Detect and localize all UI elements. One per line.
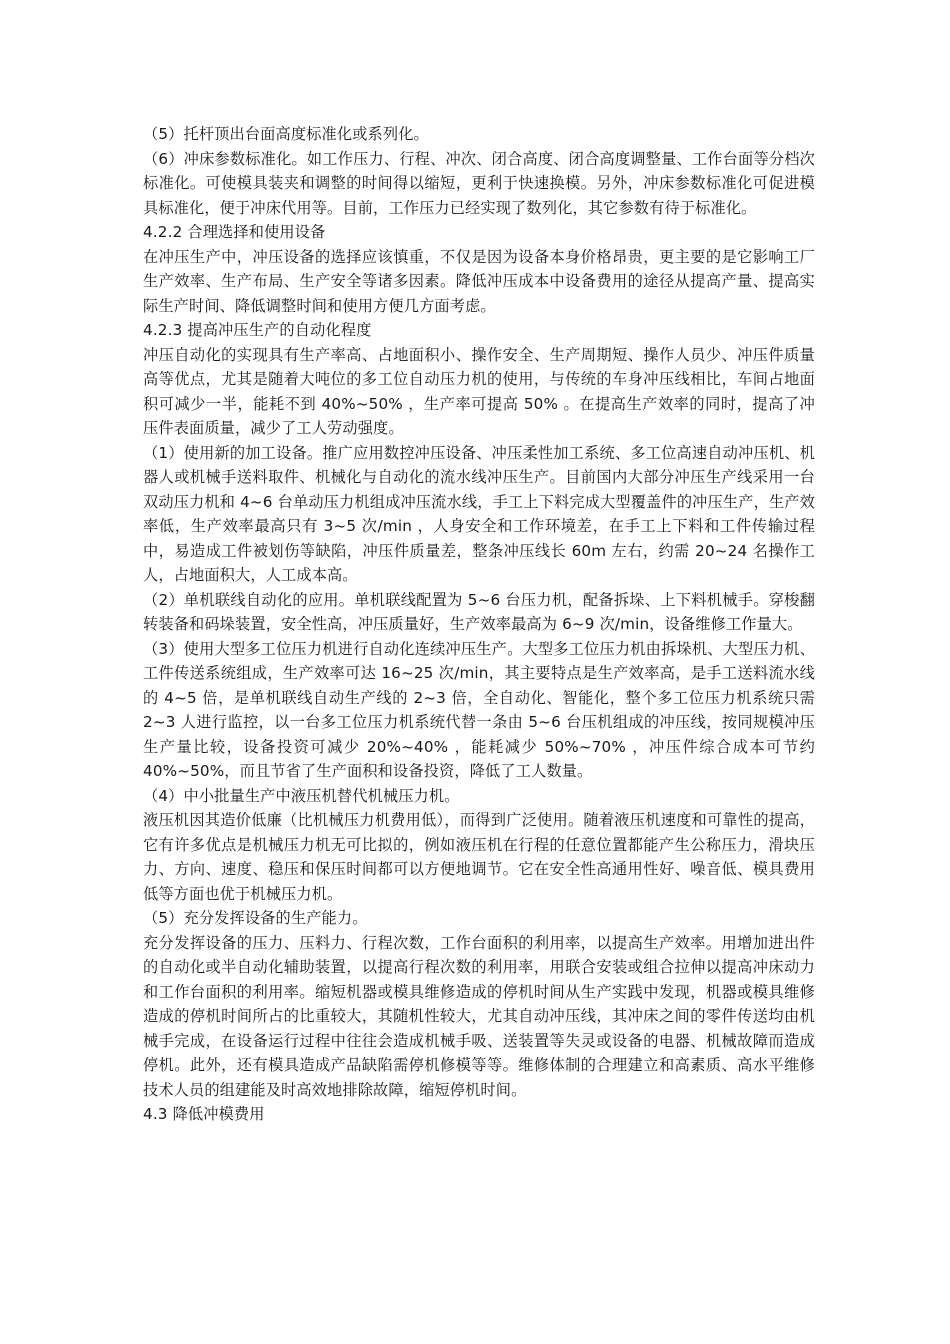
paragraph-item-5-capacity: （5）充分发挥设备的生产能力。 (143, 909, 368, 927)
section-heading-4-2-3: 4.2.3 提高冲压生产的自动化程度 (143, 321, 372, 339)
paragraph-item-6-press-params: （6）冲床参数标准化。如工作压力、行程、冲次、闭合高度、闭合高度调整量、工作台面等分档次标准化。可使模具装夹和调整的时间得以缩短，更利于快速换模。另外，冲床参数标准化可促进模具标准化，便于冲床代用等。目前，工作压力已经实现了数列化，其它参数有待于标准化。 (143, 149, 815, 217)
paragraph-item-2-linked-automation: （2）单机联线自动化的应用。单机联线配置为 5~6 台压力机，配备拆垛、上下料机械手。穿梭翻转装备和码垛装置，安全性高，冲压质量好，生产效率最高为 6~9 次/min，设备维修工作量大。 (143, 590, 815, 633)
paragraph-item-5-ejector: （5）托杆顶出台面高度标准化或系列化。 (143, 125, 429, 143)
paragraph-hydraulic-details: 液压机因其造价低廉（比机械压力机费用低），而得到广泛使用。随着液压机速度和可靠性的提高，它有许多优点是机械压力机无可比拟的，例如液压机在行程的任意位置都能产生公称压力，滑块压力、方向、速度、稳压和保压时间都可以方便地调节。它在安全性高通用性好、噪音低、模具费用低等方面也优于机械压力机。 (143, 811, 815, 903)
section-heading-4-2-2: 4.2.2 合理选择和使用设备 (143, 223, 326, 241)
document-page (143, 122, 815, 1127)
section-heading-4-3: 4.3 降低冲模费用 (143, 1105, 265, 1123)
paragraph-item-3-multistation: （3）使用大型多工位压力机进行自动化连续冲压生产。大型多工位压力机由拆垛机、大型压力机、工件传送系统组成，生产效率可达 16~25 次/min，其主要特点是生产效率高，是手工送料流水线的 4~5 倍，是单机联线自动生产线的 2~3 倍，全自动化、智能化，整个多工位压力机系统只需 2~3 人进行监控，以一台多工位压力机系统代替一条由 5~6 台压机组成的冲压线，按同规模冲压生产量比较，设备投资可减少 20%~40% ，能耗减少 50%~70% ，冲压件综合成本可节约 40%~50%，而且节省了生产面积和设备投资，降低了工人数量。 (143, 639, 815, 780)
paragraph-item-1-new-equipment: （1）使用新的加工设备。推广应用数控冲压设备、冲压柔性加工系统、多工位高速自动冲压机、机器人或机械手送料取件、机械化与自动化的流水线冲压生产。目前国内大部分冲压生产线采用一台双动压力机和 4~6 台单动压力机组成冲压流水线，手工上下料完成大型覆盖件的冲压生产，生产效率低，生产效率最高只有 3~5 次/min ，人身安全和工作环境差，在手工上下料和工件传输过程中，易造成工件被划伤等缺陷，冲压件质量差，整条冲压线长 60m 左右，约需 20~24 名操作工人，占地面积大，人工成本高。 (143, 443, 815, 584)
paragraph-equipment-selection: 在冲压生产中，冲压设备的选择应该慎重，不仅是因为设备本身价格昂贵，更主要的是它影响工厂生产效率、生产布局、生产安全等诸多因素。降低冲压成本中设备费用的途径从提高产量、提高实际生产时间、降低调整时间和使用方便几方面考虑。 (143, 247, 815, 315)
paragraph-automation-advantages: 冲压自动化的实现具有生产率高、占地面积小、操作安全、生产周期短、操作人员少、冲压件质量高等优点，尤其是随着大吨位的多工位自动压力机的使用，与传统的车身冲压线相比，车间占地面积可减少一半，能耗不到 40%~50% ，生产率可提高 50% 。在提高生产效率的同时，提高了冲压件表面质量，减少了工人劳动强度。 (143, 345, 815, 437)
paragraph-capacity-details: 充分发挥设备的压力、压料力、行程次数，工作台面积的利用率，以提高生产效率。用增加进出件的自动化或半自动化辅助装置，以提高行程次数的利用率，用联合安装或组合拉伸以提高冲床动力和工作台面积的利用率。缩短机器或模具维修造成的停机时间从生产实践中发现，机器或模具维修造成的停机时间所占的比重较大，其随机性较大，尤其自动冲压线，其冲床之间的零件传送均由机械手完成，在设备运行过程中往往会造成机械手吸、送装置等失灵或设备的电器、机械故障而造成停机。此外，还有模具造成产品缺陷需停机修模等等。维修体制的合理建立和高素质、高水平维修技术人员的组建能及时高效地排除故障，缩短停机时间。 (143, 933, 815, 1099)
paragraph-item-4-hydraulic: （4）中小批量生产中液压机替代机械压力机。 (143, 786, 460, 805)
